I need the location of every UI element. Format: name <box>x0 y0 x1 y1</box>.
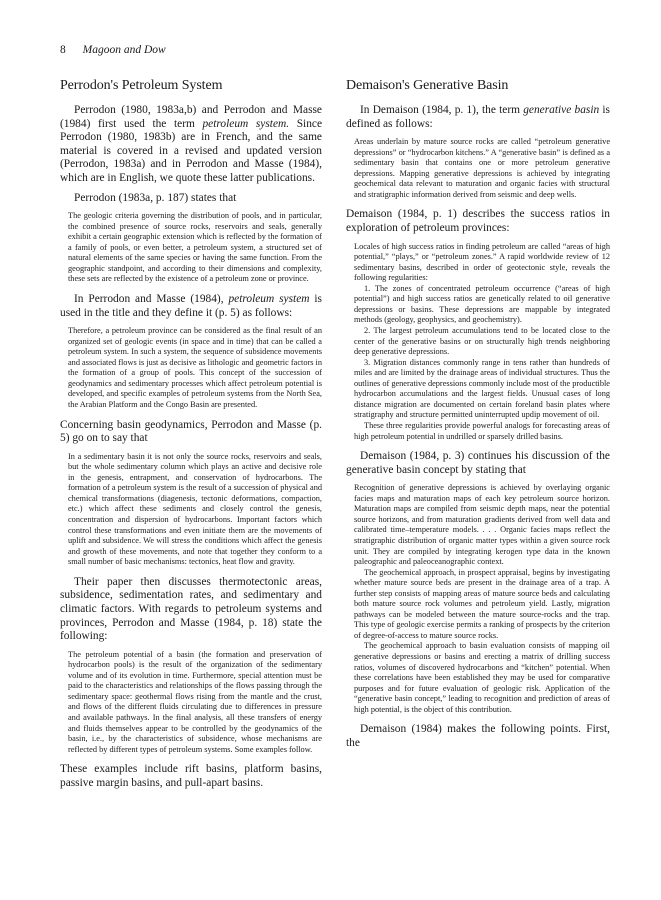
paragraph <box>346 104 610 131</box>
section-heading-demaison: Demaison's Generative Basin <box>346 78 509 93</box>
block-quote <box>354 137 610 200</box>
list-item: 2. The largest petroleum accumulations tend to be located close to the center of the generative basins or on structurally high trends neighboring deep generative depressions. <box>354 326 610 357</box>
term-generative-basin: generative basin <box>523 104 600 116</box>
paragraph-text: is used in the title and they define it (p. 5) as follows: <box>60 292 322 319</box>
paragraph <box>60 293 322 320</box>
paragraph: Concerning basin geodynamics, Perrodon and Masse (p. 5) go on to say that <box>60 418 322 445</box>
quote-text: The geochemical approach, in prospect appraisal, begins by investigating whether mature source beds are present in the drainage area of a trap. A further step consists of mapping areas of mature source beds and calculating both mature source rock volumes and petroleum yield. Lastly, migration pathways can be modeled between the mature source-rocks and the trap. This type of geologic exercise permits a ranking of prospects by the criterion of degree-of-access to mature source rocks. <box>354 567 610 640</box>
block-quote <box>68 452 322 568</box>
quote-text: Therefore, a petroleum province can be considered as the final result of an organized set of geologic events (in space and in time) that can be called a petroleum system. In such a system, the sequence of subsidence movements and associated flows is just as decisive as lithologic and geometric factors in the formation of a group of pools. This concept of the succession of geodynamics and sedimentary processes which affect petroleum potential is developed, and specific examples of petroleum systems from the North Sea, the Arabian Platform and the Congo Basin are presented. <box>68 326 322 409</box>
paragraph: Demaison (1984) makes the following points. First, the <box>346 723 610 749</box>
paragraph-text: is defined as follows: <box>346 104 610 130</box>
quote-text: The geochemical approach to basin evaluation consists of mapping oil generative depressions or basins and erecting a matrix of drilling success ratios, volumes of discovered hydrocarbons and “kitchen” potential. When these correlations have been established they may be used for comparative purposes and for future evaluation of geologic risk. Application of the “generative basin concept,” leading to recognition and prediction of areas of high potential, is the object of this contribution. <box>354 641 610 714</box>
term-petroleum-system: petroleum system <box>228 292 310 305</box>
paragraph: Their paper then discusses thermotectonic areas, subsidence, sedimentation rates, and sedimentary and climatic factors. With regards to petroleum systems and provinces, Perrodon and Masse (1984, p. 18) state the following: <box>60 575 322 643</box>
paragraph: These examples include rift basins, platform basins, passive margin basins, and pull-apart basins. <box>60 763 322 789</box>
quote-text: Areas underlain by mature source rocks are called “petroleum generative depressions” or “hydrocarbon kitchens.” A “generative basin” is defined as a sedimentary basin that contains one or more petroleum generative depressions. Mapping generative depressions is achieved by integrating geochemical data relevant to maturation and organic facies with structural and stratigraphic information derived from seismic and deep wells. <box>354 137 610 199</box>
block-quote <box>354 242 610 442</box>
quote-text: In a sedimentary basin it is not only the source rocks, reservoirs and seals, but the whole sedimentary column which plays an active and decisive role in the genesis, entrapment, and conservation of hydrocarbons. The formation of a petroleum system is the result of a succession of physical and chemical transformations (diagenesis, tectonic deformations, compaction, etc.) which affect these sediments and closely control the genesis, concentration and dispersion of hydrocarbons. Important factors which control these transformations and even initiate them are the movements of uplift and subsidence. We will stress the conditions which affect the genesis and growth of these movements, and note that together they conform to a small number of basic mechanisms: tectonics, heat flow and gravity. <box>68 451 322 567</box>
paragraph-text: In Demaison (1984, p. 1), the term <box>360 104 524 116</box>
page-number: 8 <box>60 44 66 56</box>
running-head-authors: Magoon and Dow <box>82 44 166 56</box>
quote-text: Recognition of generative depressions is achieved by overlaying organic facies maps and maturation maps of each key petroleum source horizon. Maturation maps are compiled from seismic depth maps, near the potential source horizons, and from maturation gradients derived from well data and calibrated time–temperature models. . . . Organic facies maps reflect the stratigraphic distribution of organic matter types within a given source rock unit. They are compiled by integrating kerogen type data in the known paleographic and paleoceanographic context. <box>354 483 610 567</box>
list-item: 1. The zones of concentrated petroleum occurrence (“areas of high potential”) and high success ratios are genetically related to oil generative depressions or basins. These depressions are mappable by integrated methods (geology, geophysics, and geochemistry). <box>354 283 610 325</box>
paragraph-text: Perrodon (1980, 1983a,b) and Perrodon and Masse (1984) first used the term <box>60 104 322 130</box>
section-heading-perrodon: Perrodon's Petroleum System <box>60 78 223 93</box>
right-column <box>346 78 610 756</box>
list-item: 3. Migration distances commonly range in tens rather than hundreds of miles and are limited by the drainage areas of individual structures. Thus the outlines of generative depressions commonly include most of the productible hydrocarbon accumulations and the largest fields. Unusual cases of long distance migration are documented on certain foreland basin plates where stratigraphy and structure permitted uninterrupted updip movement of oil. <box>354 357 610 420</box>
quote-text: The petroleum potential of a basin (the formation and preservation of hydrocarbon pools) is the result of the organization of the sedimentary volume and of its evolution in time. Furthermore, special attention must be paid to the characteristics and relationships of the flows passing through the sedimentary space: geothermal flows rising from the mantle and the crust, and flows of the different fluids circulating due to differences in pressure and available pathways. In the final analysis, all these transfers of energy and fluids themselves appear to be controlled by the geodynamics of the basin, i.e., by the characteristics of subsidence, whose mechanisms are reflected by different types of petroleum systems. Some examples follow. <box>68 649 322 754</box>
quote-text: The geologic criteria governing the distribution of pools, and in particular, the combined presence of source rocks, reservoirs and seals, generally exhibit a certain geographic extension which is reflected by the formation of a family of pools, or even better, a petroleum system, a structured set of natural elements of the same species or having the same function. From the geographic standpoint, and according to their dimensions and complexity, these sets are reflected by the existence of a petroleum zone or province. <box>68 211 322 284</box>
paragraph-text: In Perrodon and Masse (1984), <box>74 292 229 305</box>
term-petroleum-system: petroleum system. <box>202 117 290 130</box>
block-quote <box>354 483 610 715</box>
paragraph: Demaison (1984, p. 1) describes the success ratios in exploration of petroleum provinces: <box>346 208 610 235</box>
paragraph: Demaison (1984, p. 3) continues his discussion of the generative basin concept by stating that <box>346 450 610 476</box>
paragraph-text: Since Perrodon (1980, 1983b) are in French, and the same material is covered in a revised and updated version (Perrodon, 1983a) and in Perrodon and Masse (1984), which are in English, we quote these latter publications. <box>60 117 323 184</box>
paragraph: Perrodon (1983a, p. 187) states that <box>74 191 237 204</box>
left-column <box>60 78 322 796</box>
running-head <box>60 44 166 56</box>
block-quote <box>68 650 322 755</box>
paragraph <box>60 104 322 186</box>
quote-text: These three regularities provide powerful analogs for forecasting areas of high petroleum potential in undrilled or sparsely drilled basins. <box>354 420 610 441</box>
block-quote <box>68 326 322 410</box>
quote-text: Locales of high success ratios in finding petroleum are called “areas of high potential,” “plays,” or “petroleum zones.” A rapid worldwide review of 12 sedimentary basins, described in order of geotectonic style, reveals the following regularities: <box>354 241 610 283</box>
block-quote <box>68 211 322 285</box>
